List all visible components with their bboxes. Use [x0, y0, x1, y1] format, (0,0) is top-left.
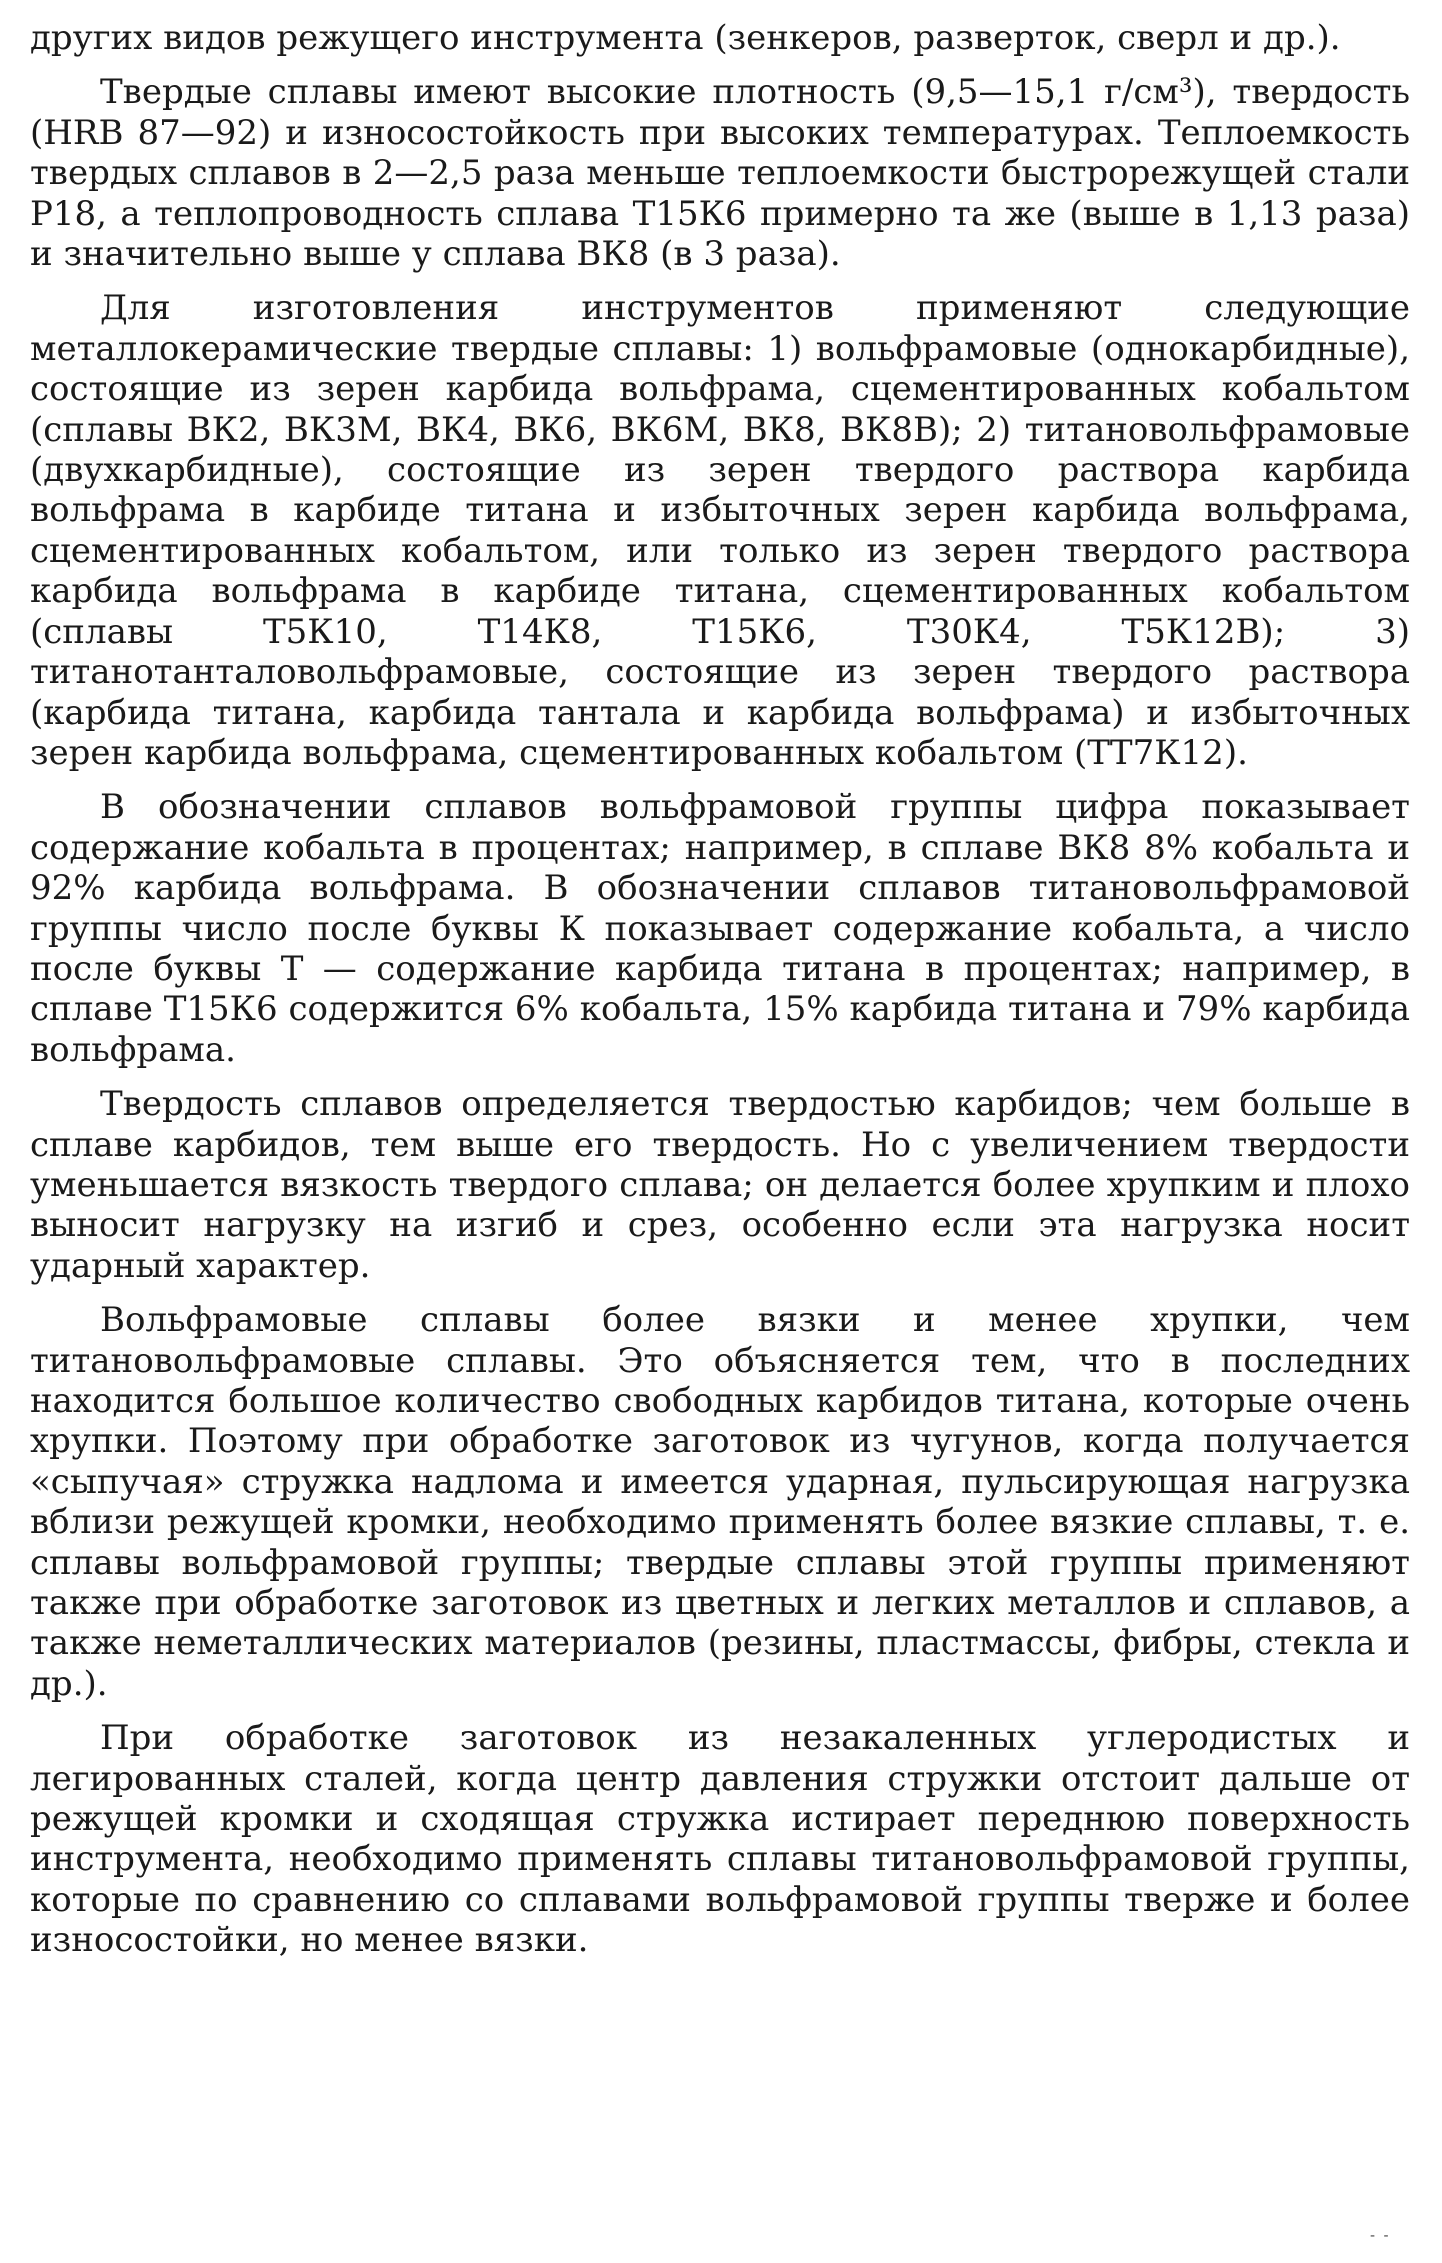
paragraph-continuation: других видов режущего инструмента (зенкеров, разверток, сверл и др.). — [30, 18, 1341, 58]
paragraph-designation: В обозначении сплавов вольфрамовой группы цифра показывает содержание кобальта в процентах; например, в сплаве ВК8 8% кобальта и 92% карбида вольфрама. В обозначении сплавов титановольфрамовой группы число после буквы К показывает содержание кобальта, а число после буквы Т — содержание карбида титана в процентах; например, в сплаве Т15К6 содержится 6% кобальта, 15% карбида титана и 79% карбида вольфрама. — [30, 787, 1410, 1070]
paragraph-alloy-types: Для изготовления инструментов применяют следующие металлокерамические твердые сплавы: 1) вольфрамовые (однокарбидные), состоящие из зерен карбида вольфрама, сцементированных кобальтом (сплавы ВК2, ВК3М, ВК4, ВК6, ВК6М, ВК8, ВК8В); 2) титановольфрамовые (двухкарбидные), состоящие из зерен твердого раствора карбида вольфрама в карбиде титана и избыточных зерен карбида вольфрама, сцементированных кобальтом, или только из зерен твердого раствора карбида вольфрама в карбиде титана, сцементированных кобальтом (сплавы Т5К10, Т14К8, Т15К6, Т30К4, Т5К12В); 3) титанотанталовольфрамовые, состоящие из зерен твердого раствора (карбида титана, карбида тантала и карбида вольфрама) и избыточных зерен карбида вольфрама, сцементированных кобальтом (ТТ7К12). — [30, 288, 1410, 773]
document-page — [30, 18, 1410, 1961]
paragraph-steel-machining: При обработке заготовок из незакаленных углеродистых и легированных сталей, когда центр давления стружки отстоит дальше от режущей кромки и сходящая стружка истирает переднюю поверхность инструмента, необходимо применять сплавы титановольфрамовой группы, которые по сравнению со сплавами вольфрамовой группы тверже и более износостойки, но менее вязки. — [30, 1718, 1410, 1961]
paragraph-hardness: Твердость сплавов определяется твердостью карбидов; чем больше в сплаве карбидов, тем выше его твердость. Но с увеличением твердости уменьшается вязкость твердого сплава; он делается более хрупким и плохо выносит нагрузку на изгиб и срез, особенно если эта нагрузка носит ударный характер. — [30, 1084, 1410, 1286]
paragraph-tungsten-alloys: Вольфрамовые сплавы более вязки и менее хрупки, чем титановольфрамовые сплавы. Это объясняется тем, что в последних находится большое количество свободных карбидов титана, которые очень хрупки. Поэтому при обработке заготовок из чугунов, когда получается «сыпучая» стружка надлома и имеется ударная, пульсирующая нагрузка вблизи режущей кромки, необходимо применять более вязкие сплавы, т. е. сплавы вольфрамовой группы; твердые сплавы этой группы применяют также при обработке заготовок из цветных и легких металлов и сплавов, а также неметаллических материалов (резины, пластмассы, фибры, стекла и др.). — [30, 1300, 1410, 1704]
paragraph-properties: Твердые сплавы имеют высокие плотность (9,5—15,1 г/см³), твердость (HRB 87—92) и износостойкость при высоких температурах. Теплоемкость твердых сплавов в 2—2,5 раза меньше теплоемкости быстрорежущей стали Р18, а теплопроводность сплава Т15К6 примерно та же (выше в 1,13 раза) и значительно выше у сплава ВК8 (в 3 раза). — [30, 72, 1410, 275]
page-corner-mark: - - — [1370, 2228, 1391, 2244]
